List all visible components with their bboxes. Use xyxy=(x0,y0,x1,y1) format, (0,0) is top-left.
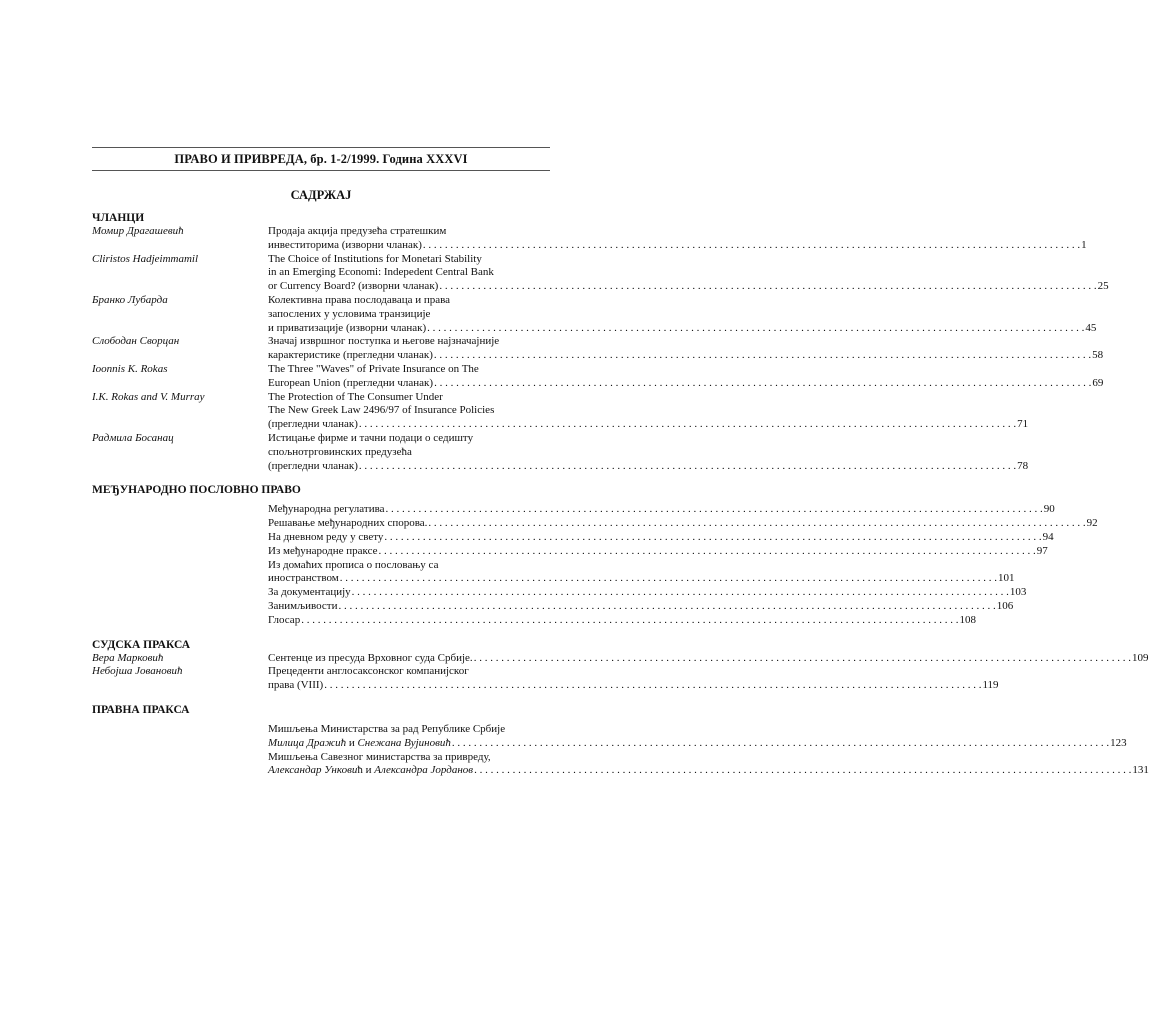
entry-author: Бранко Лубарда xyxy=(92,293,168,306)
author-name: Александар Ункови xyxy=(268,764,358,777)
entry-author xyxy=(92,614,268,628)
entry-title-line: in an Emerging Economi: Indepedent Central Bank xyxy=(268,266,494,279)
entry-title-text: (прегледни чланак) xyxy=(268,459,358,472)
entry-title xyxy=(268,225,1087,253)
entry-title xyxy=(268,294,1096,335)
entry-title-line: запослених у условима транзиције xyxy=(268,307,431,320)
entry-author xyxy=(92,545,268,559)
toc-section xyxy=(92,638,1149,693)
page-number: 119 xyxy=(982,679,999,692)
page-number: 123 xyxy=(1110,736,1127,749)
entry-title-text: и приватизације (изворни чланак) xyxy=(268,321,427,334)
entry-author xyxy=(92,723,268,751)
dot-leader xyxy=(324,679,981,693)
section-heading: ПРАВНА ПРАКСА xyxy=(92,703,190,716)
entry-title-text: права (VIII) xyxy=(268,679,324,692)
contents-title: САДРЖАЈ xyxy=(290,188,352,202)
toc-entry xyxy=(92,503,1055,517)
page-number: 69 xyxy=(1092,376,1104,389)
toc-leader-line xyxy=(268,418,1028,432)
entry-title xyxy=(268,503,1055,517)
table-of-contents xyxy=(92,211,1149,778)
page-number: 1 xyxy=(1081,238,1087,251)
entry-title-text xyxy=(268,737,451,751)
toc-leader-line xyxy=(268,572,1014,586)
toc-leader-line xyxy=(268,349,1103,363)
page-number: 78 xyxy=(1017,459,1029,472)
entry-title-text: На дневном реду у свету xyxy=(268,530,384,543)
toc-leader-line xyxy=(268,737,1127,751)
dot-leader xyxy=(434,349,1091,363)
toc-leader-line xyxy=(268,614,976,628)
entry-title xyxy=(268,335,1103,363)
entry-author xyxy=(92,517,268,531)
toc-entry xyxy=(92,390,1029,432)
page-number: 131 xyxy=(1132,764,1149,777)
toc-leader-line xyxy=(268,679,999,693)
page-number: 97 xyxy=(1036,544,1048,557)
toc-leader-line xyxy=(268,545,1048,559)
toc-leader-line xyxy=(268,377,1103,391)
toc-entry xyxy=(92,252,1109,294)
entry-title xyxy=(268,586,1026,600)
toc-entry xyxy=(92,599,1014,614)
toc-entry xyxy=(92,558,1015,587)
toc-leader-line xyxy=(268,764,1149,778)
entry-title xyxy=(268,600,1013,614)
entry-title-text: карактеристике (прегледни чланак) xyxy=(268,349,433,362)
entry-title-line: Продаја акција предузећа стратешким xyxy=(268,225,447,237)
dot-leader xyxy=(439,280,1096,294)
toc-section xyxy=(92,483,1098,627)
toc-entry xyxy=(92,530,1054,545)
entry-title-text: or Currency Board? (изворни чланак) xyxy=(268,280,439,293)
toc-leader-line xyxy=(268,280,1109,294)
dot-leader xyxy=(386,503,1043,517)
page-number: 94 xyxy=(1042,530,1054,543)
entry-title-text xyxy=(268,764,473,778)
dot-leader xyxy=(434,377,1091,391)
page-number: 25 xyxy=(1097,280,1109,293)
entry-title-line: Истицање фирме и тачни подаци о седишту xyxy=(268,431,474,444)
toc-leader-line xyxy=(268,503,1055,517)
entry-author xyxy=(92,600,268,614)
toc-section xyxy=(92,703,1149,778)
entry-author: Ioonnis K. Rokas xyxy=(92,362,168,375)
toc-leader-line xyxy=(268,460,1028,474)
entry-authors xyxy=(268,764,473,776)
author-name: Милица Дражић xyxy=(268,736,347,749)
toc-entry xyxy=(92,225,1087,253)
entry-title-line: спољнотрговинских предузећа xyxy=(268,445,412,458)
page-number: 92 xyxy=(1086,517,1098,530)
toc-leader-line xyxy=(268,239,1087,253)
toc-entry xyxy=(92,665,999,693)
author-name: Александра Јорданов xyxy=(374,764,474,777)
entry-author: Момир Драгашевић xyxy=(92,225,184,237)
entry-title-text: Решавање међународних спорова. xyxy=(268,517,428,530)
page-number: 103 xyxy=(1009,586,1027,599)
page-number: 71 xyxy=(1017,418,1029,431)
toc-entry xyxy=(92,651,1149,666)
toc-entry xyxy=(92,586,1027,600)
dot-leader xyxy=(359,460,1016,474)
dot-leader xyxy=(352,586,1009,600)
entry-title-text: За документацију xyxy=(268,586,351,599)
entry-author xyxy=(92,586,268,600)
journal-title: ПРАВО И ПРИВРЕДА, бр. 1-2/1999. Година XXXVI xyxy=(174,152,468,166)
dot-leader xyxy=(384,531,1041,545)
entry-title xyxy=(268,751,1149,779)
entry-title-text: European Union (прегледни чланак) xyxy=(268,376,434,389)
entry-title xyxy=(268,723,1127,751)
entry-author xyxy=(92,559,268,587)
toc-page xyxy=(92,147,1149,778)
dot-leader xyxy=(379,545,1036,559)
entry-title-text: иностранством xyxy=(268,572,339,585)
page-number: 45 xyxy=(1085,321,1097,334)
author-name: Снежана Вујиновић xyxy=(357,736,451,749)
dot-leader xyxy=(474,652,1131,666)
entry-title-line: Значај извршног поступка и његове најзначајније xyxy=(268,335,500,348)
entry-author: Небојша Јовановић xyxy=(92,665,183,678)
bottom-rule xyxy=(92,170,550,171)
toc-entry xyxy=(92,722,1127,751)
toc-leader-line xyxy=(268,531,1054,545)
page-number: 101 xyxy=(997,572,1015,585)
page-number: 106 xyxy=(996,599,1014,612)
toc-entry xyxy=(92,431,1029,473)
entry-title-line: The Protection of The Consumer Under xyxy=(268,390,443,403)
entry-title-line: Из домаћих прописа о пословању са xyxy=(268,558,439,571)
section-heading: СУДСКА ПРАКСА xyxy=(92,638,191,651)
entry-title xyxy=(268,614,976,628)
entry-author xyxy=(92,751,268,779)
toc-entry xyxy=(92,517,1098,531)
entry-title-line: The Three "Waves" of Private Insurance on The xyxy=(268,362,479,375)
entry-author xyxy=(92,503,268,517)
entry-title xyxy=(268,391,1028,432)
toc-leader-line xyxy=(268,517,1098,531)
entry-title-line: The New Greek Law 2496/97 of Insurance Policies xyxy=(268,404,495,417)
toc-entry xyxy=(92,362,1104,391)
toc-entry xyxy=(92,335,1104,363)
toc-leader-line xyxy=(268,600,1013,614)
dot-leader xyxy=(359,418,1016,432)
entry-author xyxy=(92,531,268,545)
section-heading: ЧЛАНЦИ xyxy=(92,212,145,224)
entry-title xyxy=(268,652,1148,666)
entry-title xyxy=(268,363,1103,391)
entry-authors xyxy=(268,737,451,749)
dot-leader xyxy=(340,572,997,586)
page-number: 58 xyxy=(1092,349,1104,362)
entry-title xyxy=(268,531,1054,545)
entry-title-text: Глосар xyxy=(268,613,301,626)
entry-title xyxy=(268,432,1028,473)
dot-leader xyxy=(427,322,1084,336)
section-heading: МЕЂУНАРОДНО ПОСЛОВНО ПРАВО xyxy=(92,484,301,497)
entry-title-line: The Choice of Institutions for Monetari Stability xyxy=(268,252,482,265)
entry-title xyxy=(268,545,1048,559)
entry-author: Cliristos Hadjeimmamil xyxy=(92,252,199,265)
entry-author: Слободан Сворцан xyxy=(92,335,180,348)
toc-entry xyxy=(92,544,1048,559)
dot-leader xyxy=(474,764,1131,778)
entry-title-text: (прегледни чланак) xyxy=(268,418,358,431)
entry-title-text: Занимљивости xyxy=(268,599,338,612)
entry-title xyxy=(268,559,1014,587)
dot-leader xyxy=(428,517,1085,531)
entry-title-text: Из међународне праксе xyxy=(268,544,378,557)
toc-leader-line xyxy=(268,652,1148,666)
entry-title xyxy=(268,253,1109,294)
entry-title xyxy=(268,665,999,693)
entry-author: I.K. Rokas and V. Murray xyxy=(92,390,205,403)
toc-entry xyxy=(92,293,1097,335)
entry-title-line: Мишљења Савезног министарства за привреду, xyxy=(268,750,491,763)
dot-leader xyxy=(452,737,1109,751)
author-conjunction: и xyxy=(346,736,358,749)
dot-leader xyxy=(301,614,958,628)
page-number: 90 xyxy=(1043,503,1055,516)
author-conjunction: ћ и xyxy=(357,764,375,777)
entry-author: Радмила Босанац xyxy=(92,431,174,444)
entry-title-line: Мишљења Министарства за рад Републике Србије xyxy=(268,722,506,735)
toc-leader-line xyxy=(268,586,1026,600)
toc-entry xyxy=(92,750,1149,779)
dot-leader xyxy=(423,239,1080,253)
entry-author: Вера Марковић xyxy=(92,651,164,664)
entry-title-line: Прецеденти англосаксонског компанијског xyxy=(268,665,469,678)
page-number: 109 xyxy=(1131,651,1149,664)
entry-title-text: инвеститорима (изворни чланак) xyxy=(268,238,422,251)
dot-leader xyxy=(338,600,995,614)
toc-section xyxy=(92,211,1109,473)
entry-title xyxy=(268,517,1098,531)
entry-title-line: Колективна права послодаваца и права xyxy=(268,293,451,306)
entry-title-text: Сентенце из пресуда Врховног суда Србије. xyxy=(268,651,473,664)
toc-leader-line xyxy=(268,322,1096,336)
entry-title-text: Међународна регулатива xyxy=(268,503,385,516)
toc-entry xyxy=(92,613,976,628)
page-number: 108 xyxy=(959,613,976,626)
